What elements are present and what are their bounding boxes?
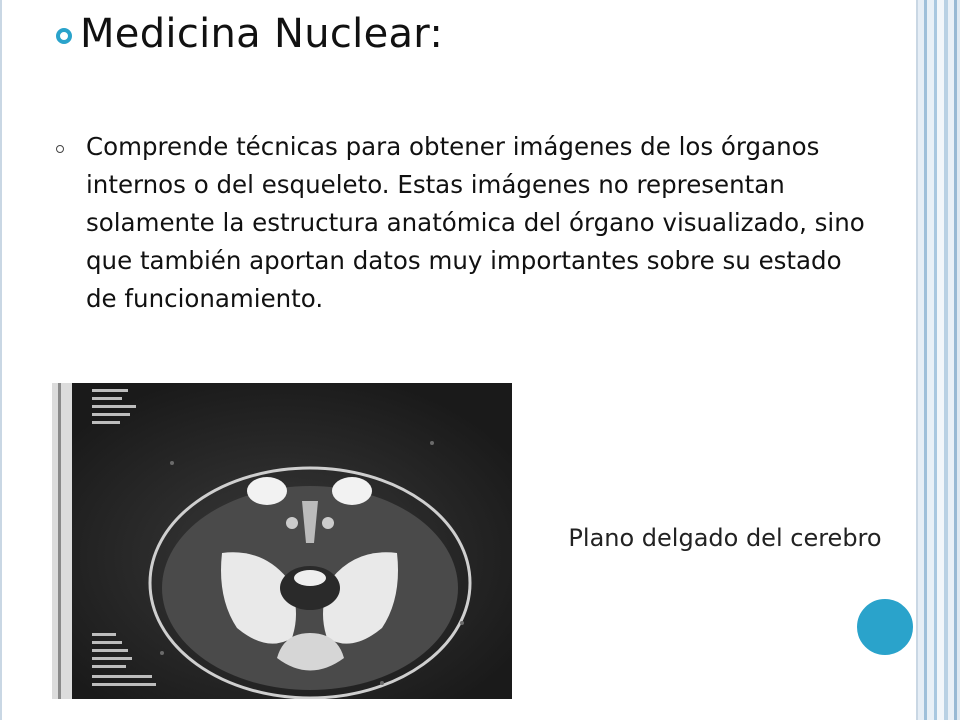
small-circle-bullet-icon (56, 145, 64, 153)
body-paragraph: Comprende técnicas para obtener imágenes de los órganos internos o del esqueleto. Estas imágenes no representan solamente la estructura anatómica del órgano visualizado, sino que también aportan datos muy importantes sobre su estado de funcionamiento. (86, 132, 865, 313)
title-row (56, 10, 443, 58)
decorative-circle (855, 597, 915, 657)
slide-title: Medicina Nuclear: (80, 11, 444, 57)
brain-scan-image (52, 383, 512, 699)
ring-bullet-icon (56, 28, 72, 44)
image-caption: Plano delgado del cerebro (568, 524, 882, 552)
decorative-stripes (918, 0, 960, 720)
